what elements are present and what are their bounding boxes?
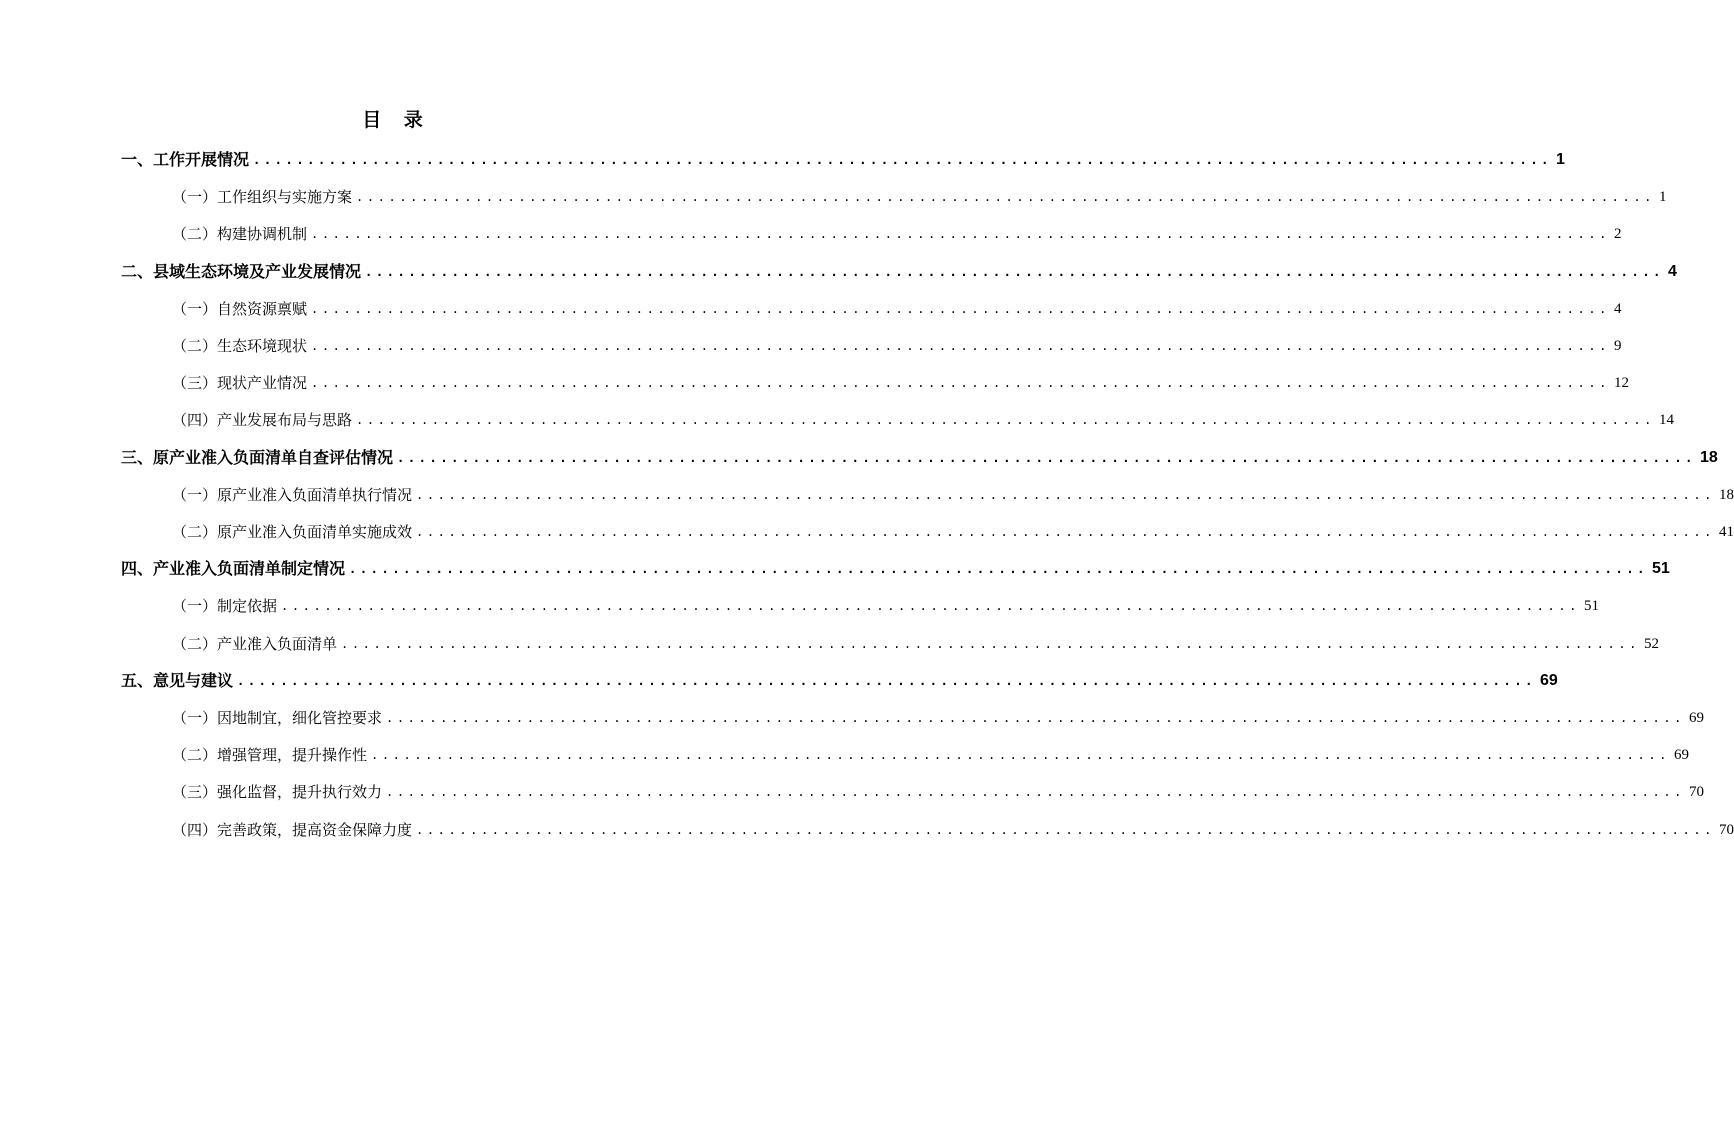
toc-page-number: 51: [1651, 560, 1670, 578]
toc-chapter-entry[interactable]: [121, 440, 1718, 476]
toc-section-entry[interactable]: [172, 774, 1704, 810]
toc-entry-label: 五、意见与建议: [121, 670, 234, 690]
toc-page-number: 9: [1613, 338, 1622, 354]
toc-section-entry[interactable]: [172, 700, 1704, 736]
toc-dot-leader: ........................................................................................................................: [349, 562, 1648, 577]
toc-dot-leader: ........................................................................................................................: [386, 785, 1685, 800]
toc-page-number: 4: [1613, 300, 1622, 317]
toc-section-entry[interactable]: [172, 216, 1622, 252]
toc-dot-leader: ........................................................................................................................: [371, 748, 1670, 763]
toc-page-number: 70: [1718, 821, 1734, 838]
toc-page-number: 51: [1583, 598, 1599, 615]
toc-section-entry[interactable]: [172, 588, 1599, 624]
toc-dot-leader: ........................................................................................................................: [416, 822, 1715, 837]
toc-dot-leader: ........................................................................................................................: [365, 264, 1664, 279]
toc-entry-label: （二）原产业准入负面清单实施成效: [172, 523, 413, 541]
toc-page-number: 69: [1673, 747, 1689, 764]
toc-page-number: 1: [1555, 151, 1565, 168]
toc-section-entry[interactable]: [172, 402, 1674, 438]
toc-entry-label: （一）原产业准入负面清单执行情况: [172, 485, 413, 504]
toc-page-number: 70: [1688, 784, 1704, 801]
toc-chapter-entry[interactable]: [121, 551, 1670, 587]
toc-section-entry[interactable]: [172, 626, 1659, 662]
toc-dot-leader: ........................................................................................................................: [311, 227, 1610, 242]
toc-section-entry[interactable]: [172, 365, 1629, 401]
toc-entry-label: 一、工作开展情况: [121, 150, 250, 169]
toc-page-number: 52: [1643, 635, 1659, 652]
toc-entry-label: （三）强化监督，提升执行效力: [172, 783, 383, 802]
toc-dot-leader: ........................................................................................................................: [416, 487, 1715, 502]
toc-page-number: 2: [1613, 226, 1622, 243]
toc-entry-label: 二、县域生态环境及产业发展情况: [121, 261, 362, 281]
toc-entry-label: （一）自然资源禀赋: [172, 299, 308, 318]
toc-dot-leader: ........................................................................................................................: [397, 450, 1696, 465]
toc-section-entry[interactable]: [172, 514, 1734, 550]
toc-entry-label: （一）因地制宜，细化管控要求: [172, 709, 383, 727]
toc-section-entry[interactable]: [172, 179, 1667, 215]
toc-page-number: 18: [1699, 448, 1718, 466]
toc-page-number: 18: [1718, 486, 1734, 503]
toc-entry-label: （二）构建协调机制: [172, 225, 308, 244]
toc-dot-leader: ........................................................................................................................: [416, 525, 1715, 539]
toc-dot-leader: ........................................................................................................................: [237, 673, 1536, 688]
toc-section-entry[interactable]: [172, 328, 1622, 364]
toc-chapter-entry[interactable]: [121, 663, 1558, 699]
toc-entry-label: （四）产业发展布局与思路: [172, 411, 353, 430]
toc-entry-label: （二）生态环境现状: [172, 337, 308, 355]
toc-entry-label: （二）增强管理，提升操作性: [172, 746, 368, 765]
toc-entry-label: 四、产业准入负面清单制定情况: [121, 559, 346, 579]
toc-entry-label: 三、原产业准入负面清单自查评估情况: [121, 447, 394, 467]
toc-page-number: 1: [1658, 189, 1667, 206]
toc-dot-leader: ........................................................................................................................: [253, 153, 1552, 167]
toc-dot-leader: ........................................................................................................................: [311, 301, 1610, 316]
toc-section-entry[interactable]: [172, 737, 1689, 773]
toc-entry-label: （二）产业准入负面清单: [172, 634, 338, 653]
toc-section-entry[interactable]: [172, 812, 1734, 848]
toc-entry-label: （一）制定依据: [172, 597, 278, 616]
toc-page-number: 4: [1667, 262, 1677, 280]
toc-chapter-entry[interactable]: [121, 142, 1565, 178]
toc-dot-leader: ........................................................................................................................: [311, 376, 1610, 391]
toc-dot-leader: ........................................................................................................................: [311, 339, 1610, 353]
toc-dot-leader: ........................................................................................................................: [386, 711, 1685, 725]
toc-chapter-entry[interactable]: [121, 254, 1677, 290]
toc-page-number: 14: [1658, 412, 1674, 429]
toc-page-number: 41: [1718, 524, 1734, 540]
toc-section-entry[interactable]: [172, 291, 1622, 327]
toc-dot-leader: ........................................................................................................................: [356, 190, 1655, 205]
page-title: 目 录: [362, 109, 431, 131]
toc-page-number: 69: [1539, 671, 1558, 689]
toc-dot-leader: ........................................................................................................................: [341, 636, 1640, 651]
toc-entry-label: （三）现状产业情况: [172, 374, 308, 393]
toc-page-number: 69: [1688, 710, 1704, 726]
toc-entry-label: （四）完善政策，提高资金保障力度: [172, 820, 413, 839]
toc-section-entry[interactable]: [172, 477, 1734, 513]
toc-page-number: 12: [1613, 375, 1629, 392]
toc-dot-leader: ........................................................................................................................: [281, 599, 1580, 614]
toc-entry-label: （一）工作组织与实施方案: [172, 188, 353, 207]
toc-dot-leader: ........................................................................................................................: [356, 413, 1655, 428]
